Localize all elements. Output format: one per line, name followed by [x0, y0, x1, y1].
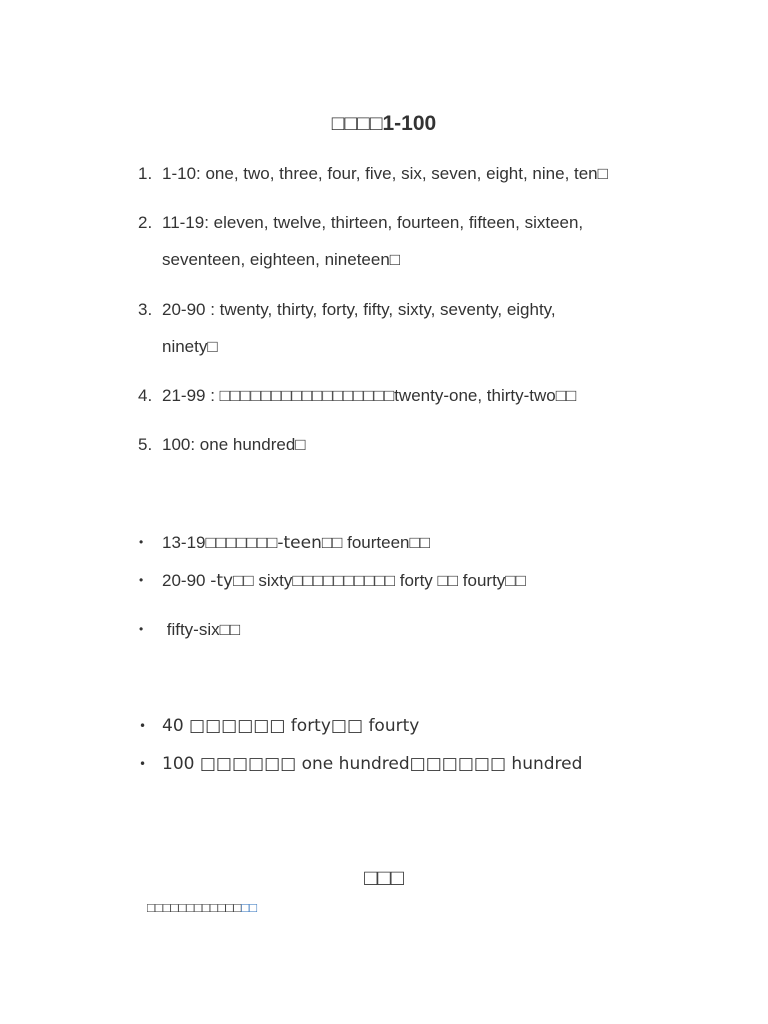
item-text-line: 11-19: eleven, twelve, thirteen, fourteen, fifteen, sixteen, — [162, 213, 584, 232]
numbered-item-5 — [138, 426, 662, 463]
bullet-text: 13-19□□□□□□□ — [162, 533, 278, 552]
section-heading: □□□ — [364, 865, 404, 890]
footer-text: □□□□□□□□□□□□ — [147, 900, 242, 915]
numbered-item-4 — [138, 377, 662, 414]
bullet-icon: • — [139, 757, 147, 771]
bullet-text: 100 □□□□□□ one hundred□□□□□□ hundred — [162, 754, 583, 774]
item-text: 21-99 : □□□□□□□□□□□□□□□□□twenty-one, thirty-two□□ — [162, 386, 577, 405]
item-text-line: seventeen, eighteen, nineteen□ — [162, 250, 401, 269]
bullet-text-emphasis: -teen — [277, 533, 322, 553]
bullet-item-2 — [139, 562, 662, 600]
bullet-icon: • — [139, 535, 144, 549]
footer-link[interactable]: □□ — [241, 900, 257, 915]
item-text: 100: one hundred□ — [162, 435, 306, 454]
bullet-text-emphasis: -ty — [210, 571, 234, 591]
item-number: 2. — [138, 213, 153, 232]
item-number: 5. — [138, 435, 153, 454]
bullet-text: fifty-six□□ — [162, 620, 241, 639]
numbered-item-3 — [138, 291, 662, 365]
bullet-item-5 — [139, 746, 662, 783]
item-text: 1-10: one, two, three, four, five, six, seven, eight, nine, ten□ — [162, 164, 608, 183]
footer-note — [147, 898, 257, 918]
item-text-line: ninety□ — [162, 337, 218, 356]
page-title: □□□□1-100 — [331, 112, 437, 135]
bullet-text: 40 □□□□□□ forty□□ fourty — [162, 716, 420, 736]
bullet-icon: • — [139, 573, 144, 587]
bullet-item-4 — [139, 708, 662, 745]
bullet-text: 20-90 — [162, 571, 211, 590]
bullet-text: □□ fourteen□□ — [321, 533, 431, 552]
numbered-item-1 — [138, 155, 662, 192]
numbered-item-2 — [138, 204, 662, 278]
bullet-text: □□ sixty□□□□□□□□□□ forty □□ fourty□□ — [233, 571, 526, 590]
bullet-item-3 — [139, 611, 662, 648]
item-number: 3. — [138, 300, 153, 319]
item-number: 4. — [138, 386, 153, 405]
bullet-item-1 — [139, 524, 662, 562]
bullet-icon: • — [139, 622, 144, 636]
bullet-icon: • — [139, 719, 147, 733]
item-number: 1. — [138, 164, 153, 183]
item-text-line: 20-90 : twenty, thirty, forty, fifty, sixty, seventy, eighty, — [162, 300, 556, 319]
